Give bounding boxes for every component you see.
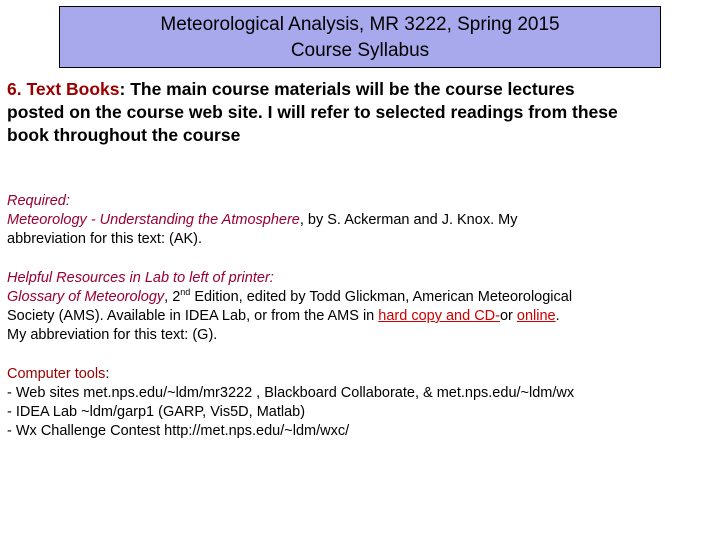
helpful-block <box>7 269 715 345</box>
section-text-books <box>7 78 715 147</box>
helpful-or: or <box>499 308 517 324</box>
helpful-label: Helpful Resources in Lab to left of printer: <box>7 270 274 286</box>
tools-block <box>7 365 715 441</box>
section-text-1: The main course materials will be the course lectures <box>125 79 575 99</box>
required-line-1 <box>7 211 715 230</box>
required-abbrev: abbreviation for this text: (AK). <box>7 231 203 247</box>
helpful-edition-num: , 2 <box>164 289 181 305</box>
helpful-line-2-pre: Society (AMS). Available in IDEA Lab, or from the AMS in <box>7 308 379 324</box>
title-line-2: Course Syllabus <box>290 40 430 61</box>
section-text-2: posted on the course web site. I will refer to selected readings from these <box>7 102 618 122</box>
helpful-period: . <box>555 308 560 324</box>
helpful-edition-sup: nd <box>180 287 191 298</box>
required-book-rest: , by S. Ackerman and J. Knox. My <box>299 212 518 228</box>
helpful-line-3: My abbreviation for this text: (G). <box>7 327 218 343</box>
helpful-line-2 <box>7 307 715 326</box>
tools-heading <box>7 365 715 384</box>
required-label: Required: <box>7 193 70 209</box>
section-text-3: book throughout the course <box>7 125 241 145</box>
tools-line-3: - Wx Challenge Contest http://met.nps.edu/~ldm/wxc/ <box>7 423 350 439</box>
hard-copy-link[interactable]: hard copy and CD- <box>378 308 500 324</box>
section-colon: : <box>119 79 126 99</box>
title-box <box>59 6 661 68</box>
helpful-line-1 <box>7 288 715 307</box>
helpful-book-title: Glossary of Meteorology <box>7 289 165 305</box>
required-book-title: Meteorology - Understanding the Atmosphere <box>7 212 300 228</box>
tools-line-1: - Web sites met.nps.edu/~ldm/mr3222 , Blackboard Collaborate, & met.nps.edu/~ldm/wx <box>7 385 575 401</box>
online-link[interactable]: online <box>516 308 556 324</box>
helpful-rest-1: Edition, edited by Todd Glickman, American Meteorological <box>190 289 573 305</box>
tools-colon: : <box>105 366 110 382</box>
section-heading: 6. Text Books <box>7 79 120 99</box>
title-line-1: Meteorological Analysis, MR 3222, Spring 2015 <box>160 14 560 35</box>
section-line-1 <box>7 78 715 101</box>
required-block <box>7 192 715 249</box>
tools-label: Computer tools <box>7 366 106 382</box>
tools-line-2: - IDEA Lab ~ldm/garp1 (GARP, Vis5D, Matlab) <box>7 404 306 420</box>
